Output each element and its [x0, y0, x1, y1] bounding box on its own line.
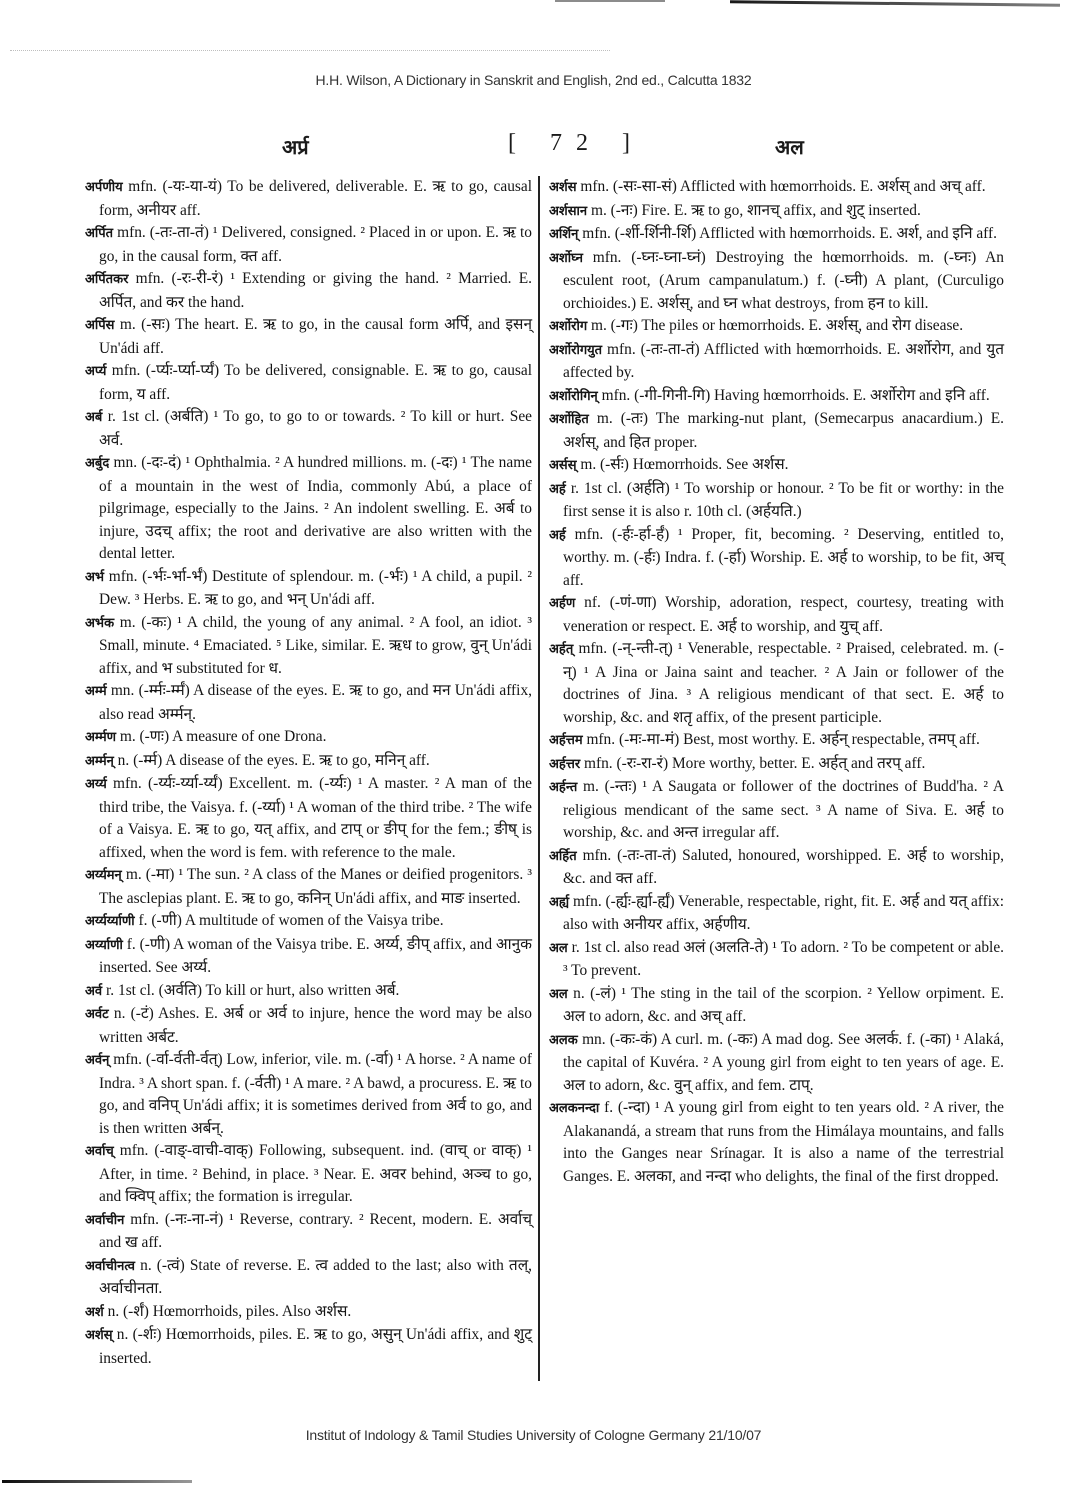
- entry-definition: nf. (-णं-णा) Worship, adoration, respect, courtesy, treating with veneration or respect. E. अर्ह to worship, and युच् aff.: [563, 594, 1004, 635]
- entry-definition: mn. (-दः-दं) ¹ Ophthalmia. ² A hundred millions. m. (-दः) ¹ The name of a mountain in the west of India, commonly Abú, a place of pilgrimage, especially to the Jains. ² An indolent swelling. E. अर्ब to injure, उदच् affix; the root and derivative are also written with the dental letter.: [99, 454, 532, 562]
- entry-definition: r. 1st cl. (अर्हति) ¹ To worship or honour. ² To be fit or worthy: in the first sense it is also r. 10th cl. (अर्हयति.): [563, 479, 1004, 520]
- entry-headword: अर्भक: [85, 615, 115, 631]
- dictionary-entry: [85, 1255, 532, 1301]
- entry-headword: अर्पित: [85, 226, 114, 241]
- entry-definition: mfn. (-र्ह्यः-र्ह्या-र्ह्यं) Venerable, respectable, right, fit. E. अर्ह and यत् affix: also with अनीयर affix, अर्हणीय.: [563, 892, 1004, 933]
- entry-headword: अर्ह: [549, 481, 566, 497]
- entry-definition: mfn. (-र्हः-र्हा-र्हं) ¹ Proper, fit, becoming. ² Deserving, entitled to, worthy. m. (-र्हः) Indra. f. (-र्हा) Worship. E. अर्ह to worship, to be fit, अच् aff.: [563, 525, 1004, 589]
- entry-definition: mfn. (-र्शी-र्शिनी-र्शि) Afflicted with hœmorrhoids. E. अर्श, and इनि aff.: [582, 225, 997, 242]
- entry-definition: mfn. (-मः-मा-मं) Best, most worthy. E. अर्हन् respectable, तमप् aff.: [586, 731, 980, 748]
- entry-definition: n. (-टं) Ashes. E. अर्ब or अर्व to injure, hence the word may be also written अर्बट.: [99, 1005, 532, 1046]
- dictionary-entry: [85, 222, 532, 268]
- entry-headword: अर्शोरोग: [549, 319, 588, 334]
- dictionary-entry: [549, 592, 1004, 638]
- dictionary-entry: [549, 247, 1004, 316]
- entry-headword: अर्ह: [549, 527, 566, 543]
- entry-definition: n. (-त्वं) State of reverse. E. त्व added to the last; also with तल्, अर्वाचीनता.: [99, 1256, 532, 1297]
- dictionary-entry: [85, 1003, 532, 1049]
- entry-definition: f. (-न्दा) ¹ A young girl from eight to ten years old. ² A river, the Alakanandá, a stream that runs from the Himálaya mountains, and falls into the Ganges near Srínagar. It is also a name of the terrestrial Ganges. E. अलका, and नन्दा who delights, the final of the first dropped.: [563, 1099, 1004, 1185]
- scan-artifact-line: [730, 0, 1060, 6]
- entry-definition: mfn. (-र्य्यः-र्य्या-र्य्यं) Excellent. m. (-र्य्यः) ¹ A master. ² A man of the third tribe, the Vaisya. f. (-र्य्या) ¹ A woman of the third tribe. ² The wife of a Vaisya. E. ऋ to go, यत् affix, and टाप् or ङीप् for the fem.; ङीष् is affixed, when the word is fem. with reference to the male.: [99, 775, 532, 861]
- dictionary-entry: [549, 200, 1004, 224]
- dictionary-column-left: [85, 176, 532, 1370]
- entry-headword: अर्पिस: [85, 318, 115, 333]
- scan-artifact-dots: [10, 50, 610, 52]
- entry-headword: अर्वट: [85, 1007, 109, 1022]
- entry-headword: अर्ब: [85, 410, 103, 425]
- entry-headword: अर्हत्तम: [549, 733, 583, 748]
- entry-definition: mfn. (-रः-रा-रं) More worthy, better. E. अर्हत् and तरप् aff.: [584, 754, 926, 772]
- entry-definition: m. (-तः) The marking-nut plant, (Semecarpus anacardium.) E. अर्शस्, and हित proper.: [563, 410, 1004, 451]
- entry-headword: अर्ह्य: [549, 894, 570, 910]
- dictionary-entry: [549, 983, 1004, 1029]
- entry-definition: m. (-णः) A measure of one Drona.: [119, 728, 327, 745]
- entry-definition: r. 1st cl. also read अलं (अलति-ते) ¹ To adorn. ² To be competent or able. ³ To prevent.: [563, 938, 1004, 979]
- entry-definition: m. (-मा) ¹ The sun. ² A class of the Manes or deified progenitors. ³ The asclepias plant. E. ऋ to go, कनिन् Un'ádi affix, and माङ inserted.: [99, 866, 532, 907]
- dictionary-entry: [85, 566, 532, 612]
- dictionary-entry: [549, 891, 1004, 937]
- entry-headword: अर्शस: [549, 180, 577, 195]
- entry-definition: mfn. (-र्वा-र्वती-र्वत्) Low, inferior, vile. m. (-र्वा) ¹ A horse. ² A name of Indra. ³ A short span. f. (-र्वती) ¹ A mare. ² A bawd, a procuress. E. ऋ to go, and वनिप् Un'ádi affix; it is sometimes derived from अर्व to go, and is then written अर्बन्.: [99, 1051, 532, 1137]
- dictionary-entry: [549, 753, 1004, 777]
- dictionary-entry: [549, 1029, 1004, 1098]
- dictionary-entry: [549, 524, 1004, 593]
- entry-headword: अर्म्मन्: [85, 753, 114, 769]
- dictionary-entry: [85, 406, 532, 452]
- dictionary-entry: [85, 612, 532, 681]
- dictionary-entry: [85, 268, 532, 314]
- entry-definition: n. (-र्म्म) A disease of the eyes. E. ऋ to go, मनिन् aff.: [117, 751, 430, 769]
- entry-definition: m. (-गः) The piles or hœmorrhoids. E. अर्शस्, and रोग disease.: [591, 317, 964, 334]
- entry-definition: mfn. (-नः-ना-नं) ¹ Reverse, contrary. ² Recent, modern. E. अर्वाच् and ख aff.: [99, 1210, 532, 1251]
- entry-definition: mfn. (-तः-ता-तं) ¹ Delivered, consigned. ² Placed in or upon. E. ऋ to go, in the causal form, क्त aff.: [99, 224, 532, 265]
- dictionary-entry: [85, 1301, 532, 1325]
- entry-definition: mfn. (-सः-सा-सं) Afflicted with hœmorrhoids. E. अर्शस् and अच् aff.: [580, 178, 986, 195]
- entry-headword: अर्व: [85, 983, 103, 999]
- entry-definition: mfn. (-र्भः-र्भा-र्भं) Destitute of splendour. m. (-र्भः) ¹ A child, a pupil. ² Dew. ³ Herbs. E. ऋ to go, and भन् Un'ádi aff.: [99, 567, 532, 608]
- entry-definition: mfn. (-घ्नः-घ्ना-घ्नं) Destroying the hœmorrhoids. m. (-घ्नः) An esculent root, (Arum campanulatum.) f. (-घ्नी) A plant, (Curculigo orchioides.) E. अर्शस्, and घ्न what destroys, from हन to kill.: [563, 248, 1004, 312]
- entry-definition: n. (-र्शं) Hœmorrhoids, piles. Also अर्शस.: [107, 1302, 352, 1320]
- column-divider: [538, 176, 540, 1381]
- entry-definition: f. (-णी) A multitude of women of the Vaisya tribe.: [138, 912, 444, 929]
- scan-artifact-line: [555, 0, 665, 2]
- entry-headword: अर्शस्: [85, 1328, 113, 1343]
- dictionary-column-right: [549, 176, 1004, 1188]
- dictionary-entry: [85, 1140, 532, 1209]
- scan-artifact-line: [2, 1480, 192, 1483]
- entry-headword: अर्वाच्: [85, 1144, 114, 1159]
- entry-headword: अर्हत्: [549, 642, 574, 657]
- entry-headword: अर्हत्तर: [549, 756, 581, 772]
- entry-definition: mfn. (-र्प्यः-र्प्या-र्प्यं) To be delivered, consignable. E. ऋ to go, causal form, य aff.: [99, 362, 532, 403]
- entry-headword: अर्श: [85, 1304, 104, 1320]
- dictionary-entry: [549, 223, 1004, 247]
- entry-definition: f. (-णी) A woman of the Vaisya tribe. E. अर्य्य, ङीप् affix, and आनुक inserted. See अर्य्य.: [99, 935, 532, 976]
- entry-definition: mfn. (-न्-न्ती-त्) ¹ Venerable, respectable. ² Praised, celebrated. m. (-न्) ¹ A Jina or Jaina saint and teacher. ² A Jain or follower of the doctrines of Jina. ³ A religious mendicant of that sect. E. अर्ह to worship, &c. and शतृ affix, of the present participle.: [563, 640, 1004, 726]
- dictionary-entry: [549, 638, 1004, 729]
- running-head-right: अल: [775, 135, 804, 159]
- entry-headword: अर्हित: [549, 848, 577, 864]
- entry-definition: m. (-न्तः) ¹ A Saugata or follower of the doctrines of Budd'ha. ² A religious mendicant of the same sect. ³ A name of Siva. E. अर्ह to worship, &c. and अन्त irregular aff.: [563, 778, 1004, 841]
- dictionary-entry: [85, 360, 532, 406]
- entry-definition: m. (-नः) Fire. E. ऋ to go, शानच् affix, and शुट् inserted.: [591, 201, 921, 219]
- entry-headword: अर्शोरोगिन्: [549, 388, 598, 404]
- entry-headword: अर्पितकर: [85, 272, 129, 287]
- entry-headword: अर्शोहित: [549, 412, 589, 427]
- dictionary-entry: [85, 726, 532, 750]
- dictionary-entry: [549, 478, 1004, 524]
- dictionary-entry: [85, 864, 532, 910]
- entry-headword: अर्वाचीनत्व: [85, 1258, 136, 1274]
- entry-definition: mfn. (-गी-गिनी-गि) Having hœmorrhoids. E. अर्शोरोग and इनि aff.: [601, 386, 990, 404]
- dictionary-entry: [85, 934, 532, 980]
- entry-headword: अर्य्याणी: [85, 937, 123, 953]
- entry-definition: m. (-कः) ¹ A child, the young of any animal. ² A fool, an idiot. ³ Small, minute. ⁴ Emaciated. ⁵ Like, similar. E. ऋध to grow, वुन् Un'ádi affix, and भ substituted for ध.: [99, 613, 532, 677]
- dictionary-entry: [549, 937, 1004, 983]
- dictionary-entry: [549, 176, 1004, 200]
- entry-headword: अर्शसान: [549, 203, 588, 219]
- running-head-left: अर्प्र: [282, 135, 309, 159]
- dictionary-entry: [549, 408, 1004, 454]
- entry-headword: अर्बुद: [85, 456, 110, 471]
- dictionary-entry: [549, 339, 1004, 385]
- entry-headword: अर्प्य: [85, 364, 107, 379]
- entry-definition: mfn. (-रः-री-रं) ¹ Extending or giving the hand. ² Married. E. अर्पित, and कर the hand.: [99, 270, 532, 311]
- entry-headword: अर्वाचीन: [85, 1212, 125, 1228]
- entry-headword: अल: [549, 986, 568, 1002]
- entry-headword: अलक: [549, 1032, 578, 1048]
- entry-headword: अर्शोघ्न: [549, 250, 583, 266]
- dictionary-entry: [85, 1049, 532, 1140]
- entry-definition: mn. (-र्म्मः-र्म्मं) A disease of the eyes. E. ऋ to go, and मन Un'ádi affix, also read अर्म्मन्.: [99, 682, 532, 723]
- dictionary-entry: [85, 773, 532, 864]
- entry-headword: अर्वन्: [85, 1053, 110, 1068]
- entry-definition: m. (-सः) The heart. E. ऋ to go, in the causal form अर्पि, and इसन् Un'ádi aff.: [99, 316, 532, 357]
- entry-headword: अर्हन्त: [549, 780, 578, 795]
- entry-headword: अर्शोरोगयुत: [549, 342, 603, 358]
- dictionary-entry: [85, 176, 532, 222]
- entry-headword: अर्पणीय: [85, 180, 123, 195]
- entry-headword: अर्शिन्: [549, 227, 579, 242]
- dictionary-entry: [549, 776, 1004, 845]
- dictionary-entry: [549, 454, 1004, 478]
- dictionary-entry: [85, 1209, 532, 1255]
- entry-definition: mn. (-कः-कं) A curl. m. (-कः) A mad dog. See अलर्क. f. (-का) ¹ Alaká, the capital of Kuvéra. ² A young girl from eight to ten years of age. E. अल to adorn, &c. वुन् affix, and fem. टाप्.: [563, 1030, 1004, 1094]
- entry-definition: mfn. (-यः-या-यं) To be delivered, deliverable. E. ऋ to go, causal form, अनीयर aff.: [99, 178, 532, 219]
- entry-headword: अलकनन्दा: [549, 1101, 600, 1116]
- dictionary-entry: [549, 845, 1004, 891]
- entry-headword: अल: [549, 940, 568, 956]
- entry-headword: अर्भ: [85, 569, 105, 585]
- dictionary-entry: [85, 452, 532, 566]
- dictionary-entry: [85, 980, 532, 1004]
- dictionary-entry: [85, 750, 532, 774]
- entry-definition: mfn. (-वाङ्-वाची-वाक्) Following, subsequent. ind. (वाच् or वाक्) ¹ After, in time. ² Behind, in place. ³ Near. E. अवर behind, अञ्च to go, and क्विप् affix; the formation is irregular.: [99, 1142, 532, 1205]
- entry-definition: r. 1st cl. (अर्वति) To kill or hurt, also written अर्ब.: [106, 981, 400, 999]
- dictionary-entry: [549, 315, 1004, 339]
- dictionary-entry: [549, 729, 1004, 753]
- dictionary-entry: [549, 385, 1004, 409]
- dictionary-entry: [85, 1324, 532, 1370]
- entry-definition: r. 1st cl. (अर्बति) ¹ To go, to go to or towards. ² To kill or hurt. See अर्व.: [99, 408, 532, 449]
- dictionary-entry: [549, 1097, 1004, 1188]
- entry-definition: mfn. (-तः-ता-तं) Afflicted with hœmorrhoids. E. अर्शोरोग, and युत affected by.: [563, 340, 1004, 381]
- page-number: [ 72 ]: [508, 130, 644, 156]
- entry-headword: अर्म्मण: [85, 730, 116, 745]
- header-citation: H.H. Wilson, A Dictionary in Sanskrit and English, 2nd ed., Calcutta 1832: [315, 72, 752, 88]
- footer-citation: Institut of Indology & Tamil Studies University of Cologne Germany 21/10/07: [305, 1427, 762, 1443]
- entry-headword: अर्हण: [549, 596, 576, 611]
- entry-headword: अर्य्यमन्: [85, 868, 122, 883]
- dictionary-entry: [85, 314, 532, 360]
- dictionary-entry: [85, 910, 532, 934]
- dictionary-entry: [85, 680, 532, 726]
- entry-definition: n. (-लं) ¹ The sting in the tail of the scorpion. ² Yellow orpiment. E. अल to adorn, &c. and अच् aff.: [563, 984, 1004, 1025]
- entry-headword: अर्य्य: [85, 777, 107, 792]
- entry-definition: m. (-र्सः) Hœmorrhoids. See अर्शस.: [580, 456, 789, 473]
- entry-definition: n. (-र्शः) Hœmorrhoids, piles. E. ऋ to go, असुन् Un'ádi affix, and शुट् inserted.: [99, 1326, 532, 1367]
- entry-headword: अर्य्यर्य्याणी: [85, 914, 135, 929]
- entry-headword: अर्म्म: [85, 684, 107, 699]
- entry-headword: अर्सस्: [549, 458, 577, 473]
- entry-definition: mfn. (-तः-ता-तं) Saluted, honoured, worshipped. E. अर्ह to worship, &c. and क्त aff.: [563, 846, 1004, 887]
